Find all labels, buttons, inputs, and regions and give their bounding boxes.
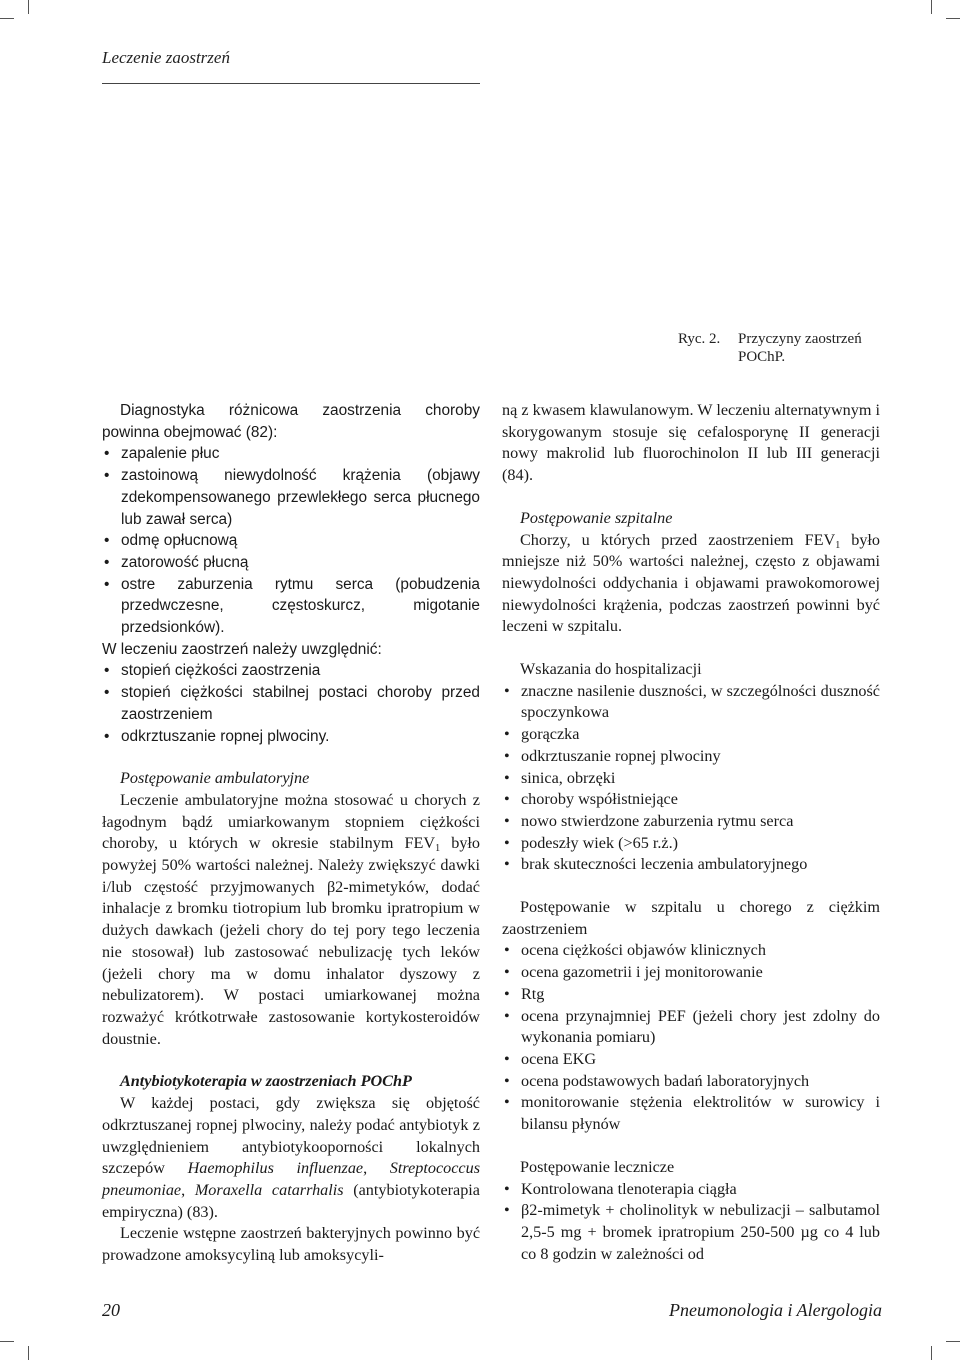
- subscript: 1: [435, 843, 441, 855]
- list-item: • ocena EKG: [502, 1049, 880, 1071]
- list-item: • podeszły wiek (>65 r.ż.): [502, 833, 880, 855]
- spacer: [502, 638, 880, 659]
- crop-mark: [0, 1341, 14, 1342]
- bullet-list: [502, 681, 880, 876]
- crop-mark: [28, 0, 29, 14]
- crop-mark: [946, 1341, 960, 1342]
- crop-mark: [946, 18, 960, 19]
- left-column: [102, 400, 480, 1267]
- running-header: Leczenie zaostrzeń: [102, 48, 230, 67]
- text-run: ,: [181, 1180, 195, 1199]
- bullet-list: [502, 1179, 880, 1266]
- differential-diagnosis-block: [102, 400, 480, 747]
- list-item: • Kontrolowana tlenoterapia ciągła: [502, 1179, 880, 1201]
- species-name: Streptococcus pneumoniae: [102, 1159, 480, 1199]
- list-item: • Rtg: [502, 984, 880, 1006]
- list-item: • zatorowość płucną: [102, 552, 480, 574]
- bullet-list: [102, 443, 480, 638]
- list-item: • choroby współistniejące: [502, 789, 880, 811]
- paragraph: [102, 1093, 480, 1223]
- section-heading: Postępowanie szpitalne: [520, 508, 673, 527]
- list-item: • ocena podstawowych badań laboratoryjnych: [502, 1071, 880, 1093]
- crop-mark: [931, 1346, 932, 1360]
- list-item: • ocena gazometrii i jej monitorowanie: [502, 962, 880, 984]
- list-item: • zastoinową niewydolność krążenia (objawy zdekompensowanego przewlekłego serca płucnego lub zawał serca): [102, 465, 480, 530]
- list-item: • stopień ciężkości stabilnej postaci choroby przed zaostrzeniem: [102, 682, 480, 725]
- paragraph: Leczenie wstępne zaostrzeń bakteryjnych powinno być prowadzone amoksycyliną lub amoksycyli-: [102, 1224, 480, 1265]
- text-run: W każdej postaci, gdy zwiększa się objętość odkrztuszanej ropnej plwociny, należy podać antybiotyk z uwzględnieniem antybiotykooporności lokalnych szczepów: [102, 1094, 480, 1178]
- subscript: 1: [835, 539, 841, 551]
- paragraph: [502, 530, 880, 639]
- page-number: 20: [102, 1300, 120, 1320]
- list-item: • ocena przynajmniej PEF (jeżeli chory jest zdolny do wykonania pomiaru): [502, 1006, 880, 1049]
- list-item: • ostre zaburzenia rytmu serca (pobudzenia przedwczesne, częstoskurcz, migotanie przedsionków).: [102, 574, 480, 639]
- species-name: Haemophilus influenzae: [187, 1159, 364, 1178]
- list-item: • zapalenie płuc: [102, 443, 480, 465]
- spacer: [502, 876, 880, 897]
- figure-caption: [678, 330, 862, 366]
- bullet-list: [102, 660, 480, 747]
- spacer: [102, 747, 480, 768]
- right-column: [502, 400, 880, 1265]
- paragraph: ną z kwasem klawulanowym. W leczeniu alternatywnym i skorygowanym stosuje się cefalosporynę II generacji nowy makrolid lub fluorochinolon II lub III generacji (84).: [502, 401, 880, 485]
- crop-mark: [28, 1346, 29, 1360]
- list-item: • ocena ciężkości objawów klinicznych: [502, 940, 880, 962]
- list-item: • sinica, obrzęki: [502, 768, 880, 790]
- list-item: • monitorowanie stężenia elektrolitów w surowicy i bilansu płynów: [502, 1092, 880, 1135]
- spacer: [502, 487, 880, 508]
- section-heading: Antybiotykoterapia w zaostrzeniach POChP: [120, 1072, 412, 1091]
- spacer: [502, 1136, 880, 1157]
- figure-caption-line1: Przyczyny zaostrzeń: [738, 331, 862, 347]
- text-run: było mniejsze niż 50% wartości należnej, często z objawami niewydolności oddychania i objawami prawokomorowej niewydolności krążenia, podczas zaostrzeń powinni być leczeni w szpitalu.: [502, 530, 881, 636]
- text-run: Leczenie ambulatoryjne można stosować u chorych z łagodnym bądź umiarkowanym stopniem ciężkości choroby, u których w okresie stabilnym FEV: [102, 790, 480, 853]
- bullet-list: [502, 940, 880, 1135]
- figure-caption-line2: POChP.: [738, 349, 786, 365]
- list-item: • znaczne nasilenie duszności, w szczególności duszność spoczynkowa: [502, 681, 880, 724]
- list-heading: Wskazania do hospitalizacji: [520, 660, 702, 679]
- figure-label: Ryc. 2.: [678, 331, 721, 347]
- list-heading: Postępowanie lecznicze: [520, 1157, 675, 1176]
- list-item: • nowo stwierdzone zaburzenia rytmu serca: [502, 811, 880, 833]
- paragraph: [102, 790, 480, 1050]
- list-item: • odkrztuszanie ropnej plwociny.: [102, 726, 480, 748]
- list-item: • β2-mimetyk + cholinolityk w nebulizacji – salbutamol 2,5-5 mg + bromek ipratropium 250-500 µg co 4 lub co 8 godzin w zależności od: [502, 1200, 880, 1265]
- list-item: • brak skuteczności leczenia ambulatoryjnego: [502, 854, 880, 876]
- list-item: • odmę opłucnową: [102, 530, 480, 552]
- paragraph: Diagnostyka różnicowa zaostrzenia choroby powinna obejmować (82):: [102, 402, 480, 441]
- list-heading: Postępowanie w szpitalu u chorego z ciężkim zaostrzeniem: [502, 898, 880, 938]
- species-name: Moraxella catarrhalis: [194, 1180, 344, 1199]
- list-item: • stopień ciężkości zaostrzenia: [102, 660, 480, 682]
- text-run: było powyżej 50% wartości należnej. Należy zwiększyć dawki i/lub częstość przyjmowanych β2-mimetyków, dodać inhalacje z bromku tiotropium lub bromku ipratropium w dużych dawkach (jeżeli chory do tej pory tego leczenia nie stosował) lub zastosować nebulizację tych leków (jeżeli chory ma w domu inhalator dyszowy z nebulizatorem). W postaci umiarkowanej można rozważyć krótkotrwałe zastosowanie kortykosteroidów doustnie.: [102, 834, 480, 1048]
- journal-title: Pneumonologia i Alergologia: [669, 1300, 882, 1320]
- spacer: [102, 1050, 480, 1071]
- list-item: • odkrztuszanie ropnej plwociny: [502, 746, 880, 768]
- crop-mark: [931, 0, 932, 14]
- text-run: ,: [363, 1159, 390, 1178]
- header-rule: [102, 83, 480, 84]
- list-item: • gorączka: [502, 724, 880, 746]
- crop-mark: [0, 18, 14, 19]
- section-heading: Postępowanie ambulatoryjne: [120, 769, 310, 788]
- paragraph: W leczeniu zaostrzeń należy uwzględnić:: [102, 640, 382, 658]
- text-run: Chorzy, u których przed zaostrzeniem FEV: [520, 530, 836, 549]
- text-run: (antybiotykoterapia empiryczna) (83).: [102, 1180, 480, 1221]
